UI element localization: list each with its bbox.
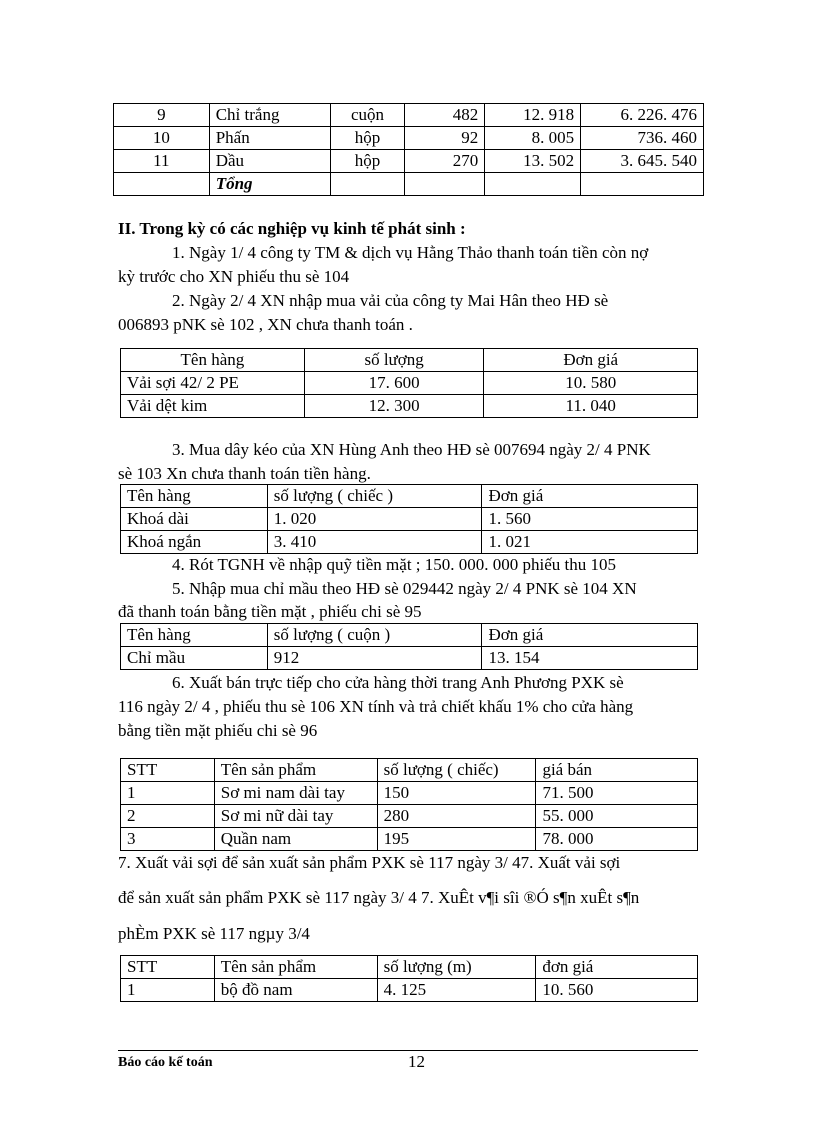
table-header-cell: số lượng: [304, 349, 484, 372]
table-cell: 12. 300: [304, 395, 484, 418]
section-heading: II. Trong kỳ có các nghiệp vụ kinh tế phát sinh :: [118, 219, 466, 238]
table-cell: 1: [121, 782, 215, 805]
fabric-table: [120, 348, 698, 418]
table-cell: Sơ mi nam dài tay: [214, 782, 377, 805]
table-cell: Vải dệt kim: [121, 395, 305, 418]
table-cell: Vải sợi 42/ 2 PE: [121, 372, 305, 395]
table-cell: 17. 600: [304, 372, 484, 395]
table-cell: [114, 173, 210, 196]
paragraph-line: để sản xuất sản phẩm PXK sè 117 ngày 3/ 4 7. XuÊt v¶i sîi ®Ó s¶n xuÊt s¶n: [118, 888, 640, 907]
table-cell: 12. 918: [485, 104, 581, 127]
paragraph-line: 1. Ngày 1/ 4 công ty TM & dịch vụ Hằng Thảo thanh toán tiền còn nợ: [172, 243, 649, 262]
table-cell: 736. 460: [581, 127, 704, 150]
table-cell: 3. 645. 540: [581, 150, 704, 173]
product-table: [120, 955, 698, 1002]
paragraph-line: 5. Nhập mua chỉ mầu theo HĐ sè 029442 ngày 2/ 4 PNK sè 104 XN: [172, 579, 637, 598]
paragraph-line: 116 ngày 2/ 4 , phiếu thu sè 106 XN tính và trả chiết khấu 1% cho cửa hàng: [118, 697, 634, 716]
table-cell: Chỉ mầu: [121, 647, 268, 670]
table-cell: 6. 226. 476: [581, 104, 704, 127]
paragraph-line: 2. Ngày 2/ 4 XN nhập mua vải của công ty Mai Hân theo HĐ sè: [172, 291, 609, 310]
table-row: [121, 395, 698, 418]
table-cell: 10: [114, 127, 210, 150]
table-cell: [485, 173, 581, 196]
footer-divider: [118, 1050, 698, 1051]
table-cell: 10. 560: [536, 979, 698, 1002]
table-cell: 9: [114, 104, 210, 127]
table-row: [121, 647, 698, 670]
zipper-table: [120, 484, 698, 554]
table-header-cell: Tên sản phẩm: [214, 759, 377, 782]
table-cell: 13. 154: [482, 647, 698, 670]
sales-table: [120, 758, 698, 851]
table-header-row: [121, 349, 698, 372]
table-cell: 195: [377, 828, 536, 851]
table-cell: [330, 173, 405, 196]
table-header-cell: Tên hàng: [121, 624, 268, 647]
inventory-table: [113, 103, 704, 196]
table-header-cell: STT: [121, 956, 215, 979]
paragraph-line: phÈm PXK sè 117 ngµy 3/4: [118, 924, 310, 943]
paragraph-line: kỳ trước cho XN phiếu thu sè 104: [118, 267, 350, 286]
table-cell: Quần nam: [214, 828, 377, 851]
paragraph-line: 3. Mua dây kéo của XN Hùng Anh theo HĐ sè 007694 ngày 2/ 4 PNK: [172, 440, 651, 459]
table-cell: bộ đồ nam: [214, 979, 377, 1002]
table-cell: Dầu: [209, 150, 330, 173]
table-row: [121, 782, 698, 805]
table-cell: Chỉ trắng: [209, 104, 330, 127]
table-header-cell: đơn giá: [536, 956, 698, 979]
table-cell: [581, 173, 704, 196]
total-label: Tổng: [209, 173, 330, 196]
table-cell: Phấn: [209, 127, 330, 150]
table-header-cell: STT: [121, 759, 215, 782]
table-cell: 1: [121, 979, 215, 1002]
table-row-total: [114, 173, 704, 196]
table-cell: Khoá dài: [121, 508, 268, 531]
table-header-row: [121, 624, 698, 647]
table-cell: 4. 125: [377, 979, 536, 1002]
table-header-cell: Đơn giá: [482, 624, 698, 647]
table-header-cell: số lượng ( chiếc): [377, 759, 536, 782]
table-header-row: [121, 759, 698, 782]
table-header-cell: số lượng (m): [377, 956, 536, 979]
table-header-cell: Đơn giá: [484, 349, 698, 372]
table-header-row: [121, 485, 698, 508]
table-cell: 1. 560: [482, 508, 698, 531]
table-header-cell: Tên sản phẩm: [214, 956, 377, 979]
table-cell: hộp: [330, 127, 405, 150]
table-cell: 13. 502: [485, 150, 581, 173]
table-header-row: [121, 956, 698, 979]
table-header-cell: Đơn giá: [482, 485, 698, 508]
paragraph-line: 006893 pNK sè 102 , XN chưa thanh toán .: [118, 315, 413, 334]
table-cell: 11. 040: [484, 395, 698, 418]
table-cell: 71. 500: [536, 782, 698, 805]
table-cell: 10. 580: [484, 372, 698, 395]
table-row: [121, 508, 698, 531]
table-cell: 912: [267, 647, 482, 670]
table-header-cell: Tên hàng: [121, 349, 305, 372]
table-cell: 3: [121, 828, 215, 851]
table-cell: 150: [377, 782, 536, 805]
paragraph-line: đã thanh toán bằng tiền mặt , phiếu chi sè 95: [118, 602, 422, 621]
table-cell: 11: [114, 150, 210, 173]
table-row: [114, 104, 704, 127]
paragraph-line: sè 103 Xn chưa thanh toán tiền hàng.: [118, 464, 371, 483]
table-row: [121, 828, 698, 851]
table-row: [121, 372, 698, 395]
table-row: [114, 150, 704, 173]
page-number: 12: [408, 1052, 425, 1071]
table-header-cell: Tên hàng: [121, 485, 268, 508]
footer-title: Báo cáo kế toán: [118, 1055, 213, 1070]
table-cell: 3. 410: [267, 531, 482, 554]
table-cell: 1. 021: [482, 531, 698, 554]
table-cell: 8. 005: [485, 127, 581, 150]
table-row: [121, 805, 698, 828]
table-row: [121, 531, 698, 554]
table-row: [114, 127, 704, 150]
table-cell: 1. 020: [267, 508, 482, 531]
table-cell: 55. 000: [536, 805, 698, 828]
table-cell: Khoá ngắn: [121, 531, 268, 554]
table-cell: 2: [121, 805, 215, 828]
paragraph-line: 6. Xuất bán trực tiếp cho cửa hàng thời trang Anh Phương PXK sè: [172, 673, 624, 692]
paragraph-line: bằng tiền mặt phiếu chi sè 96: [118, 721, 318, 740]
table-cell: 92: [405, 127, 485, 150]
paragraph-line: 7. Xuất vải sợi để sản xuất sản phẩm PXK sè 117 ngày 3/ 47. Xuất vải sợi: [118, 853, 621, 872]
table-cell: Sơ mi nữ dài tay: [214, 805, 377, 828]
table-cell: 280: [377, 805, 536, 828]
table-cell: 270: [405, 150, 485, 173]
table-header-cell: số lượng ( cuộn ): [267, 624, 482, 647]
table-cell: 78. 000: [536, 828, 698, 851]
table-row: [121, 979, 698, 1002]
table-cell: [405, 173, 485, 196]
table-header-cell: số lượng ( chiếc ): [267, 485, 482, 508]
paragraph-line: 4. Rót TGNH về nhập quỹ tiền mặt ; 150. 000. 000 phiếu thu 105: [172, 555, 617, 574]
table-cell: cuộn: [330, 104, 405, 127]
table-cell: 482: [405, 104, 485, 127]
table-cell: hộp: [330, 150, 405, 173]
table-header-cell: giá bán: [536, 759, 698, 782]
thread-table: [120, 623, 698, 670]
